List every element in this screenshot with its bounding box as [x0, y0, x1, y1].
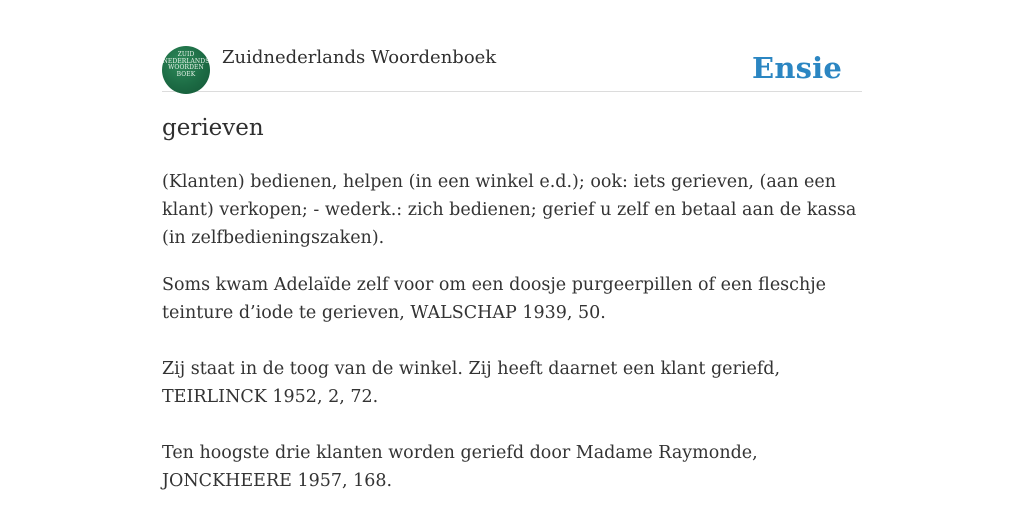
site-title[interactable]: Zuidnederlands Woordenboek	[222, 47, 497, 68]
headword: gerieven	[162, 115, 264, 141]
logo-text: ZUID NEDERLANDS WOORDEN BOEK	[162, 51, 210, 78]
example-quote: Soms kwam Adelaïde zelf voor om een doosje purgeerpillen of een fleschje teinture d’iode te gerieven, WALSCHAP 1939, 50.	[162, 275, 827, 323]
site-header	[162, 44, 862, 92]
example-quote: Ten hoogste drie klanten worden geriefd door Madame Raymonde, JONCKHEERE 1957, 168.	[162, 443, 758, 491]
example-quote: Zij staat in de toog van de winkel. Zij heeft daarnet een klant geriefd, TEIRLINCK 1952, 2, 72.	[162, 359, 781, 407]
definition-text: (Klanten) bedienen, helpen (in een winkel e.d.); ook: iets gerieven, (aan een klant) verkopen; - wederk.: zich bedienen; gerief u zelf en betaal aan de kassa (in zelfbedieningszaken).	[162, 172, 857, 248]
ensie-logo[interactable]: Ensie	[752, 51, 842, 85]
dictionary-logo[interactable]	[162, 46, 210, 94]
